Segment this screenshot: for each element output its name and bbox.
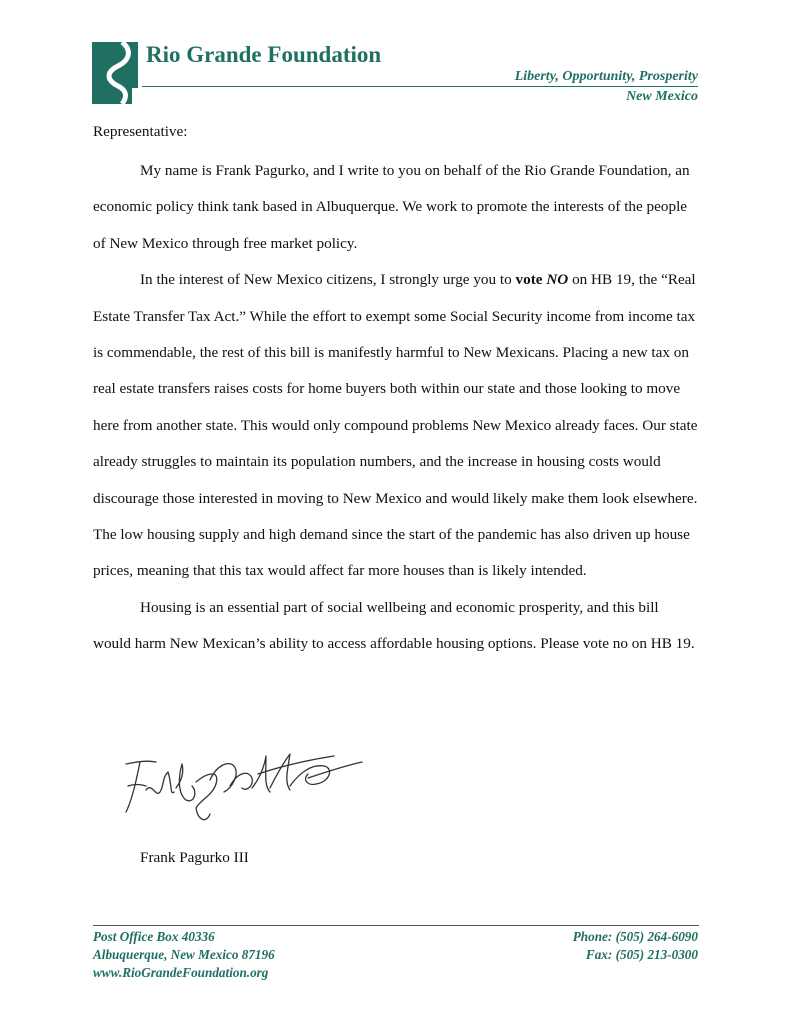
address-line-2: Albuquerque, New Mexico 87196 bbox=[93, 947, 275, 962]
header-divider bbox=[142, 86, 698, 87]
org-name: Rio Grande Foundation bbox=[146, 42, 382, 67]
tagline: Liberty, Opportunity, Prosperity bbox=[514, 69, 698, 84]
signer-name: Frank Pagurko III bbox=[140, 849, 249, 866]
footer-contact bbox=[573, 928, 698, 964]
handwritten-signature bbox=[112, 742, 372, 830]
paragraph-2 bbox=[93, 262, 699, 590]
vote-emphasis: vote bbox=[515, 271, 547, 289]
website-link[interactable]: www.RioGrandeFoundation.org bbox=[93, 965, 269, 980]
state-label: New Mexico bbox=[626, 89, 698, 104]
phone-number: Phone: (505) 264-6090 bbox=[572, 929, 698, 944]
footer-address bbox=[93, 928, 275, 982]
no-emphasis: NO bbox=[546, 271, 569, 289]
letter-body bbox=[93, 122, 699, 663]
paragraph-2-body: on HB 19, the “Real Estate Transfer Tax Act.” While the effort to exempt some Social Security income from income tax is commendable, the rest of this bill is manifestly harmful to New Mexicans. Placing a new tax on real estate transfers raises costs for home buyers both within our state and those looking to move here from another state. This would only compound problems New Mexico already faces. Our state already struggles to maintain its population numbers, and the increase in housing costs would discourage those interested in moving to New Mexico and would likely make them look elsewhere. The low housing supply and high demand since the start of the pandemic has also driven up house prices, meaning that this tax would affect far more houses than is likely intended. bbox=[93, 271, 698, 580]
paragraph-2-intro: In the interest of New Mexico citizens, I strongly urge you to bbox=[140, 271, 516, 289]
paragraph-3: Housing is an essential part of social wellbeing and economic prosperity, and this bill would harm New Mexican’s ability to access affordable housing options. Please vote no on HB 19. bbox=[93, 598, 695, 653]
paragraph-1: My name is Frank Pagurko, and I write to you on behalf of the Rio Grande Foundation, an economic policy think tank based in Albuquerque. We work to promote the interests of the people of New Mexico through free market policy. bbox=[93, 162, 690, 252]
footer-divider bbox=[93, 925, 699, 926]
fax-number: Fax: (505) 213-0300 bbox=[585, 947, 698, 962]
address-line-1: Post Office Box 40336 bbox=[93, 929, 215, 944]
river-r-logo-icon bbox=[92, 42, 138, 104]
salutation: Representative: bbox=[93, 123, 188, 140]
